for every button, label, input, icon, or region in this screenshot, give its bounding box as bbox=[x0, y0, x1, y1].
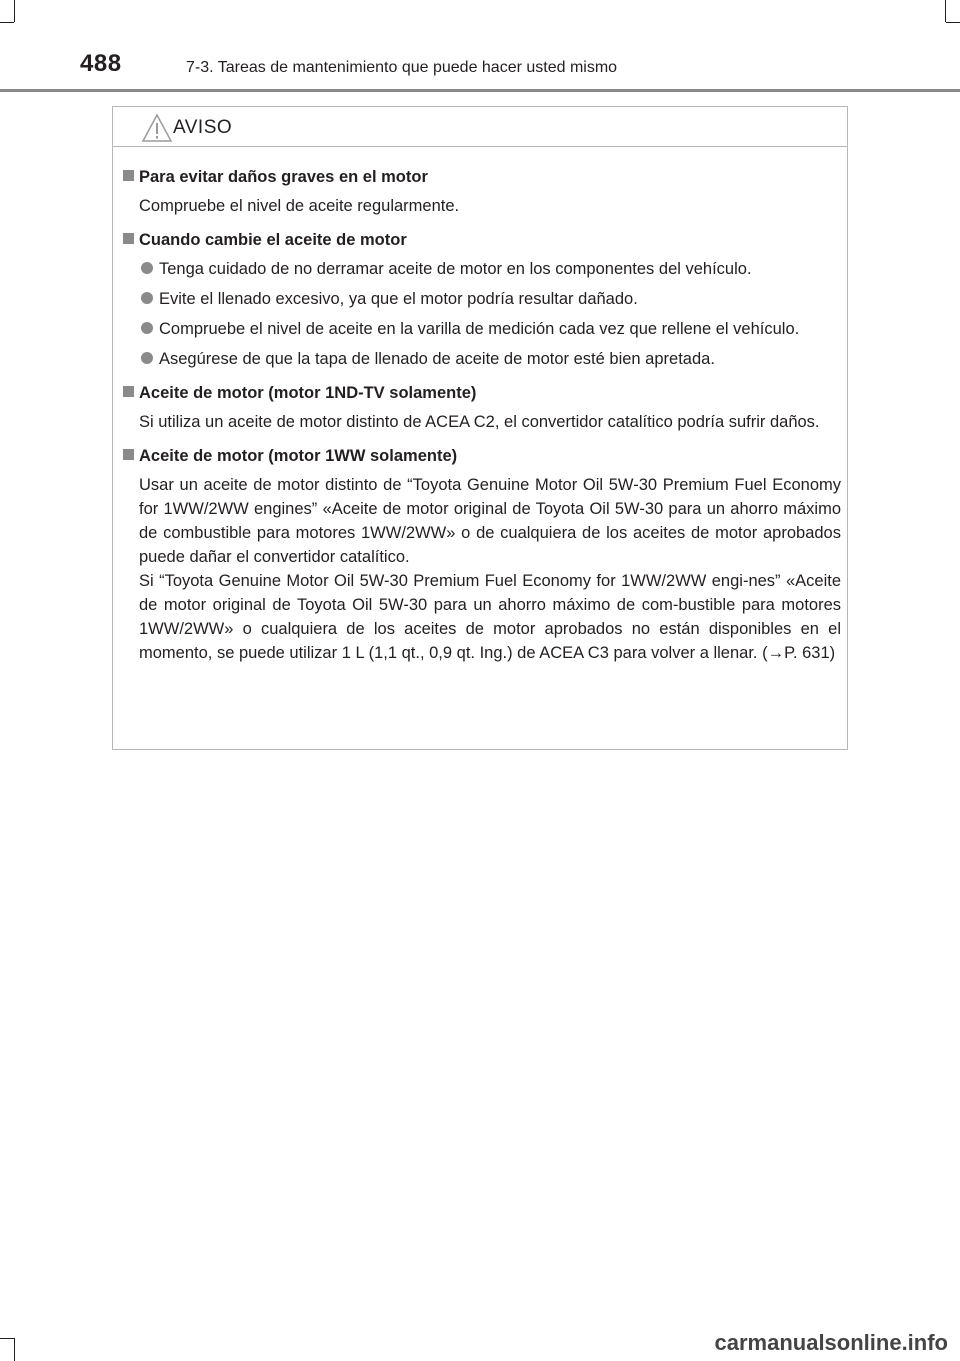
circle-bullet-icon bbox=[141, 292, 153, 304]
paragraph: Compruebe el nivel de aceite regularmente. bbox=[139, 197, 460, 215]
section-heading bbox=[123, 165, 841, 189]
list-item bbox=[123, 287, 841, 311]
warning-triangle-icon bbox=[141, 113, 173, 143]
paragraph: Usar un aceite de motor distinto de “Toyota Genuine Motor Oil 5W-30 Premium Fuel Economy for 1WW/2WW engines” «Aceite de motor original de Toyota Oil 5W-30 para un ahorro máximo de combustible para motores 1WW/2WW» o de cualquiera de los aceites de motor aprobados puede dañar el convertidor catalítico. bbox=[139, 476, 841, 566]
section-title: 7-3. Tareas de mantenimiento que puede hacer usted mismo bbox=[186, 59, 618, 76]
watermark: carmanualsonline.info bbox=[714, 1330, 948, 1355]
heading-text: Aceite de motor (motor 1ND-TV solamente) bbox=[139, 384, 477, 402]
square-bullet-icon bbox=[123, 449, 134, 460]
circle-bullet-icon bbox=[141, 262, 153, 274]
page-header bbox=[0, 0, 960, 96]
square-bullet-icon bbox=[123, 233, 134, 244]
list-item bbox=[123, 347, 841, 371]
list-item-text: Asegúrese de que la tapa de llenado de aceite de motor esté bien apretada. bbox=[159, 350, 715, 368]
list-item bbox=[123, 257, 841, 281]
section-heading bbox=[123, 228, 841, 252]
crop-mark bbox=[0, 1338, 14, 1339]
list-item bbox=[123, 317, 841, 341]
warning-content bbox=[123, 165, 841, 671]
square-bullet-icon bbox=[123, 170, 134, 181]
section-heading bbox=[123, 444, 841, 468]
header-divider bbox=[0, 89, 960, 92]
heading-text: Para evitar daños graves en el motor bbox=[139, 168, 428, 186]
warning-title: AVISO bbox=[173, 117, 233, 138]
heading-text: Aceite de motor (motor 1WW solamente) bbox=[139, 447, 458, 465]
list-item-text: Evite el llenado excesivo, ya que el motor podría resultar dañado. bbox=[159, 290, 638, 308]
circle-bullet-icon bbox=[141, 322, 153, 334]
warning-box bbox=[112, 106, 848, 750]
section-heading bbox=[123, 381, 841, 405]
warning-header bbox=[113, 107, 847, 147]
list-item-text: Compruebe el nivel de aceite en la varilla de medición cada vez que rellene el vehículo. bbox=[159, 320, 800, 338]
list-item-text: Tenga cuidado de no derramar aceite de motor en los componentes del vehículo. bbox=[159, 260, 752, 278]
page-number: 488 bbox=[80, 50, 122, 77]
paragraph: Si utiliza un aceite de motor distinto de ACEA C2, el convertidor catalítico podría sufrir daños. bbox=[139, 413, 820, 431]
crop-mark bbox=[14, 1338, 15, 1361]
square-bullet-icon bbox=[123, 386, 134, 397]
heading-text: Cuando cambie el aceite de motor bbox=[139, 231, 407, 249]
paragraph: Si “Toyota Genuine Motor Oil 5W-30 Premium Fuel Economy for 1WW/2WW engi-nes” «Aceite de motor original de Toyota Oil 5W-30 para un ahorro máximo de com-bustible para motores 1WW/2WW» o cualquiera de los aceites de motor aprobados no están disponibles en el momento, se puede utilizar 1 L (1,1 qt., 0,9 qt. Ing.) de ACEA C3 para volver a llenar. (→P. 631) bbox=[139, 572, 841, 662]
circle-bullet-icon bbox=[141, 352, 153, 364]
